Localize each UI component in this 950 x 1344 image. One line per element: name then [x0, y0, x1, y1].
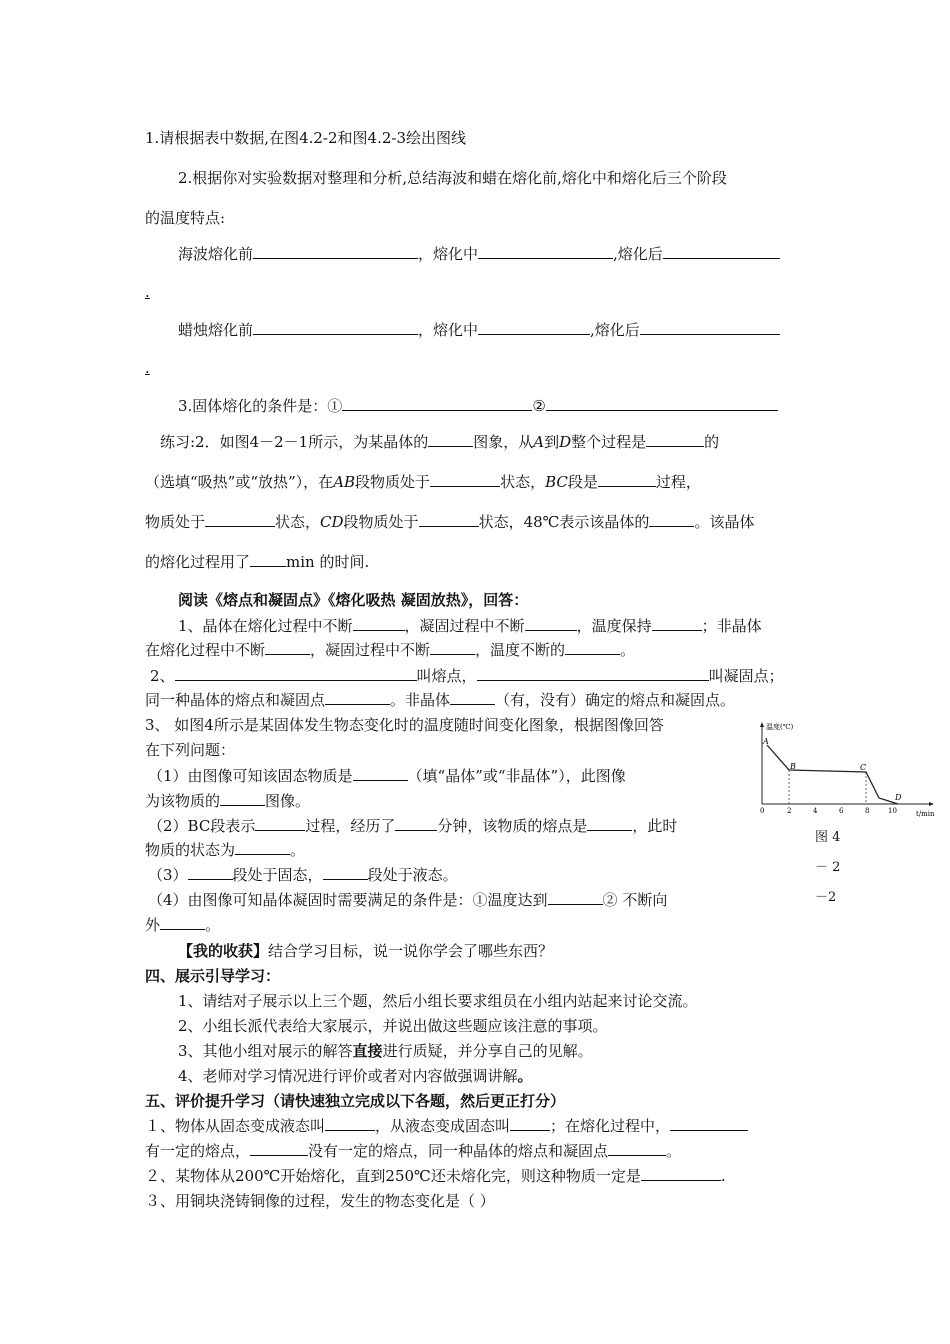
- blank[interactable]: [430, 472, 500, 487]
- s4-line-3: 3、其他小组对展示的解答直接进行质疑，并分享自己的见解。: [178, 1042, 593, 1060]
- q1-line: 1.请根据表中数据,在图4.2-2和图4.2-3绘出图线: [145, 129, 467, 147]
- practice-line-3: 物质处于 状态，CD段物质处于 状态，48℃表示该晶体的 。该晶体: [145, 513, 755, 531]
- reading-line-7: （1）由图像可知该固态物质是 （填“晶体”或“非晶体”），此图像: [148, 767, 626, 785]
- blank[interactable]: [323, 865, 368, 880]
- blank[interactable]: [250, 552, 286, 567]
- figure-caption: 图 4: [815, 830, 841, 845]
- blank[interactable]: [250, 1141, 308, 1156]
- lazhu-line: 蜡烛熔化前 ，熔化中 ,熔化后: [178, 320, 780, 340]
- point-a-label: A: [763, 737, 769, 746]
- blank[interactable]: [477, 666, 709, 681]
- blank[interactable]: [546, 396, 778, 411]
- blank[interactable]: [205, 512, 275, 527]
- haibo-line: 海波熔化前 ，熔化中 ,熔化后: [178, 244, 780, 264]
- tick-label: 6: [839, 807, 844, 815]
- blank[interactable]: [478, 244, 613, 259]
- y-arrow: [760, 722, 764, 727]
- temperature-time-graph: [758, 718, 938, 818]
- blank[interactable]: [255, 816, 305, 831]
- reading-line-13: 外 。: [145, 916, 221, 934]
- q2-line-cont: 的温度特点:: [145, 209, 226, 227]
- reading-line-6: 在下列问题：: [145, 741, 236, 759]
- blank[interactable]: [235, 840, 290, 855]
- x-arrow: [929, 802, 934, 806]
- blank[interactable]: [253, 244, 418, 259]
- reading-line-10: 物质的状态为 。: [145, 841, 306, 859]
- blank[interactable]: [608, 1141, 666, 1156]
- q3-line: 3.固体熔化的条件是：① ②: [178, 396, 778, 416]
- blank[interactable]: [220, 791, 265, 806]
- section-4-title: 四、展示引导学习：: [145, 967, 281, 985]
- s5-line-4: ３、用铜块浇铸铜像的过程，发生的物态变化是（ ）: [145, 1192, 495, 1210]
- blank[interactable]: [598, 472, 656, 487]
- blank[interactable]: [419, 512, 479, 527]
- tick-label: 2: [787, 807, 792, 815]
- blank[interactable]: [649, 512, 694, 527]
- blank[interactable]: [395, 816, 437, 831]
- reading-line-3: 2、 叫熔点， 叫凝固点；: [150, 667, 784, 685]
- blank[interactable]: [175, 666, 417, 681]
- reading-line-4: 同一种晶体的熔点和凝固点 。非晶体 （有，没有）确定的熔点和凝固点。: [145, 691, 736, 709]
- dot-line: .: [145, 283, 150, 301]
- blank[interactable]: [640, 320, 780, 335]
- blank[interactable]: [353, 766, 408, 781]
- reading-line-12: （4）由图像可知晶体凝固时需要满足的条件是：①温度达到 ② 不断向: [148, 891, 668, 909]
- tick-label: 4: [813, 807, 818, 815]
- blank[interactable]: [548, 890, 603, 905]
- reading-line-8: 为该物质的 图像。: [145, 792, 311, 810]
- blank[interactable]: [428, 432, 473, 447]
- point-b-label: B: [790, 762, 796, 771]
- point-d-label: D: [895, 793, 902, 802]
- blank[interactable]: [160, 915, 205, 930]
- blank[interactable]: [265, 640, 310, 655]
- s4-line-1: 1、请结对子展示以上三个题，然后小组长要求组员在小组内站起来讨论交流。: [178, 992, 698, 1010]
- blank[interactable]: [663, 244, 780, 259]
- practice-line-1: 练习:2．如图4－2－1所示，为某晶体的 图象，从A到D整个过程是 的: [160, 433, 720, 451]
- blank[interactable]: [342, 396, 532, 411]
- section-5-title: 五、评价提升学习（请快速独立完成以下各题，然后更正打分）: [145, 1092, 566, 1110]
- blank[interactable]: [670, 1116, 748, 1131]
- blank[interactable]: [325, 1116, 375, 1131]
- blank[interactable]: [646, 432, 704, 447]
- s4-line-4: 4、老师对学习情况进行评价或者对内容做强调讲解。: [178, 1067, 533, 1085]
- tick-label: 10: [888, 807, 897, 815]
- dot-line: .: [145, 359, 150, 377]
- figure-caption: － 2: [815, 860, 841, 875]
- reading-title: 阅读《熔点和凝固点》《熔化吸热 凝固放热》，回答：: [178, 591, 529, 609]
- blank[interactable]: [587, 816, 632, 831]
- reading-line-2: 在熔化过程中不断 ，凝固过程中不断 ，温度不断的 。: [145, 641, 636, 659]
- blank[interactable]: [188, 865, 233, 880]
- blank[interactable]: [253, 320, 418, 335]
- gain-line: 【我的收获】结合学习目标，说一说你学会了哪些东西？: [178, 942, 554, 960]
- blank[interactable]: [478, 320, 590, 335]
- reading-line-9: （2）BC段表示 过程，经历了 分钟，该物质的熔点是 ，此时: [148, 817, 678, 835]
- blank[interactable]: [525, 616, 577, 631]
- blank[interactable]: [450, 690, 495, 705]
- curve: [767, 745, 898, 804]
- reading-line-1: 1、晶体在熔化过程中不断 ，凝固过程中不断 ，温度保持 ；非晶体: [178, 617, 762, 635]
- s5-line-1: １、物体从固态变成液态叫 ，从液态变成固态叫 ；在熔化过程中，: [145, 1116, 748, 1136]
- q2-line: 2.根据你对实验数据对整理和分析,总结海波和蜡在熔化前,熔化中和熔化后三个阶段: [178, 169, 727, 187]
- reading-line-11: （3） 段处于固态， 段处于液态。: [148, 866, 458, 884]
- tick-label: 8: [865, 807, 870, 815]
- blank[interactable]: [353, 616, 405, 631]
- blank[interactable]: [641, 1166, 721, 1181]
- tick-label: 0: [760, 807, 765, 815]
- s5-line-3: ２、某物体从200℃开始熔化，直到250℃还未熔化完，则这种物质一定是 .: [145, 1167, 726, 1185]
- blank[interactable]: [652, 616, 702, 631]
- s5-line-2: 有一定的熔点， 没有一定的熔点，同一种晶体的熔点和凝固点 。: [145, 1142, 682, 1160]
- x-label: t/min: [916, 810, 935, 818]
- practice-line-2: （选填“吸热”或“放热”），在AB段物质处于 状态，BC段是 过程，: [145, 473, 701, 491]
- point-c-label: C: [860, 763, 867, 772]
- blank[interactable]: [325, 690, 390, 705]
- y-label: 温度(℃): [766, 723, 794, 731]
- figure-caption: －2: [815, 890, 837, 905]
- practice-line-4: 的熔化过程用了 min 的时间.: [145, 553, 370, 571]
- blank[interactable]: [510, 1116, 550, 1131]
- s4-line-2: 2、小组长派代表给大家展示，并说出做这些题应该注意的事项。: [178, 1017, 608, 1035]
- blank[interactable]: [430, 640, 475, 655]
- reading-line-5: 3、 如图4所示是某固体发生物态变化时的温度随时间变化图象，根据图像回答: [145, 716, 664, 734]
- blank[interactable]: [565, 640, 620, 655]
